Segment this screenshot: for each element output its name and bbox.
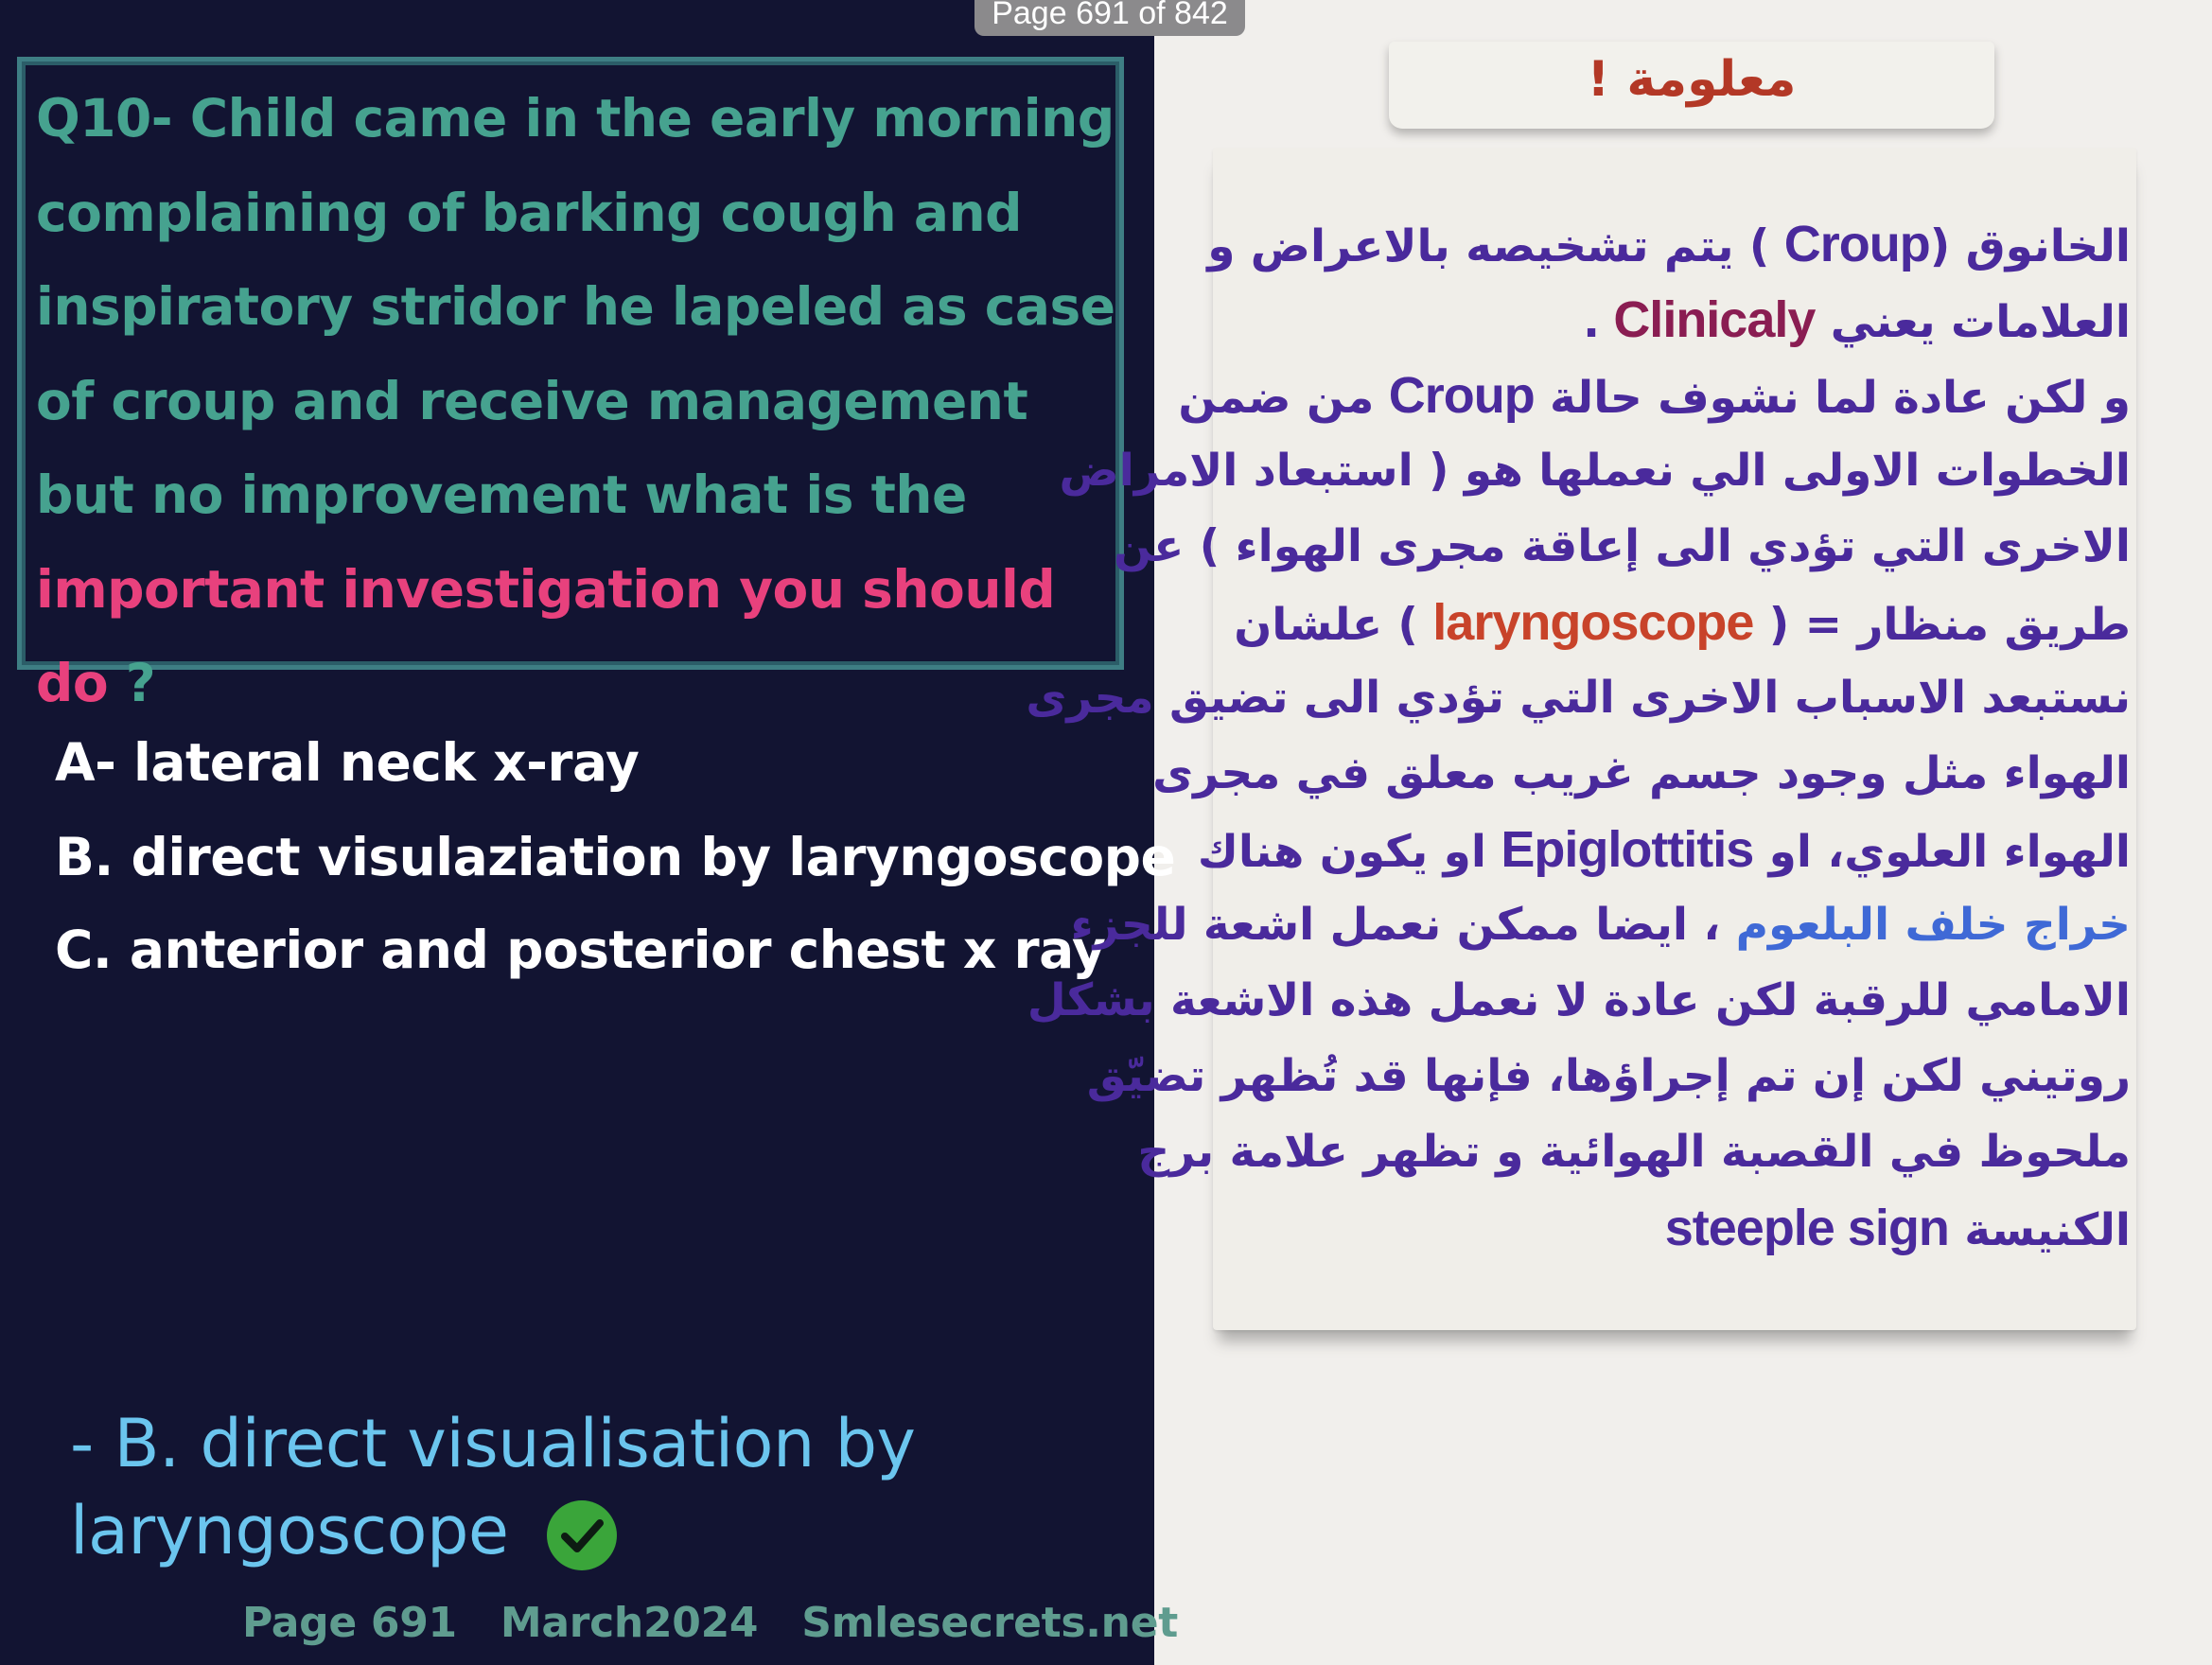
note-text: الخانوق ( (1929, 220, 2131, 272)
footer-date: March2024 (500, 1599, 759, 1647)
note-text: روتيني لكن إن تم إجراؤها، فإنها قد تُظهر تضيّق (1086, 1050, 2131, 1102)
note-text: الخطوات الاولى الي نعملها هو ( استبعاد الامراض (1059, 445, 2131, 497)
note-line (1070, 887, 2131, 963)
note-line (1059, 433, 2131, 509)
footer-site: Smlesecrets.net (801, 1599, 1178, 1647)
note-text: . (1583, 296, 1614, 348)
note-title: معلومة ! (1587, 51, 1797, 108)
note-term: Croup (1783, 216, 1930, 272)
question-prefix: Q10- Child came in the early morning complaining of barking cough and inspiratory stridor he lapeled as case of croup and receive management but no improvement what is the (36, 88, 1115, 525)
note-body (1026, 206, 2131, 1266)
option-a: A- lateral neck x-ray (55, 732, 640, 793)
note-term: Epiglottitis (1501, 821, 1754, 878)
note-term: laryngoscope (1432, 594, 1754, 651)
note-text: الهواء مثل وجود جسم غريب معلق في مجرى (1152, 747, 2131, 799)
question-suffix: ? (108, 653, 156, 713)
note-line (1137, 1114, 2131, 1190)
note-term: steeple sign (1664, 1200, 1949, 1256)
question-text (36, 72, 1124, 731)
question-highlight: important investigation you should do (36, 558, 1056, 713)
note-text: الامامي للرقبة لكن عادة لا نعمل هذه الاشعة بشكل (1027, 974, 2131, 1026)
note-text: ) علشان (1234, 599, 1433, 651)
note-line (1220, 585, 2131, 660)
note-line (1207, 206, 2131, 282)
note-text: او يكون هناك (1197, 826, 1501, 878)
note-line (1220, 282, 2131, 358)
note-text: الكنيسة (1948, 1204, 2131, 1256)
note-line (1113, 509, 2131, 585)
note-term: Croup (1388, 367, 1535, 424)
note-text: ) يتم تشخيصه بالاعراض و (1207, 220, 1784, 272)
answer-text: - B. direct visualisation by laryngoscope (70, 1405, 916, 1569)
note-text: ملحوظ في القصبة الهوائية و تظهر علامة برج (1137, 1126, 2131, 1178)
note-line (1178, 358, 2131, 433)
note-text: خراج خلف البلعوم (1735, 899, 2131, 951)
note-line (1220, 1190, 2131, 1266)
note-line (1026, 660, 2131, 736)
option-b: B. direct visulaziation by laryngoscope (55, 827, 1176, 887)
note-text: طريق منظار = ( (1753, 599, 2131, 651)
note-line (1027, 963, 2131, 1039)
note-line (1152, 736, 2131, 812)
note-term: Clinicaly (1613, 291, 1816, 348)
option-c: C. anterior and posterior chest x ray (55, 920, 1106, 980)
note-text: ، ايضا ممكن نعمل اشعة للجزء (1070, 899, 1736, 951)
note-text: الهواء العلوي، او (1753, 826, 2131, 878)
note-text: من ضمن (1178, 372, 1389, 424)
note-text: نستبعد الاسباب الاخرى التي تؤدي الى تضيق مجرى (1026, 672, 2131, 724)
note-line (1197, 812, 2131, 887)
correct-answer (70, 1400, 1130, 1574)
slide-footer (242, 1599, 1178, 1647)
note-text: الاخرى التي تؤدي الى إعاقة مجرى الهواء ) عن (1113, 520, 2131, 572)
check-circle-icon (546, 1499, 618, 1571)
note-text: العلامات يعني (1815, 296, 2131, 348)
page-indicator-badge: Page 691 of 842 (974, 0, 1245, 36)
note-line (1086, 1039, 2131, 1114)
note-text: و لكن عادة لما نشوف حالة (1534, 372, 2131, 424)
footer-page: Page 691 (242, 1599, 457, 1647)
